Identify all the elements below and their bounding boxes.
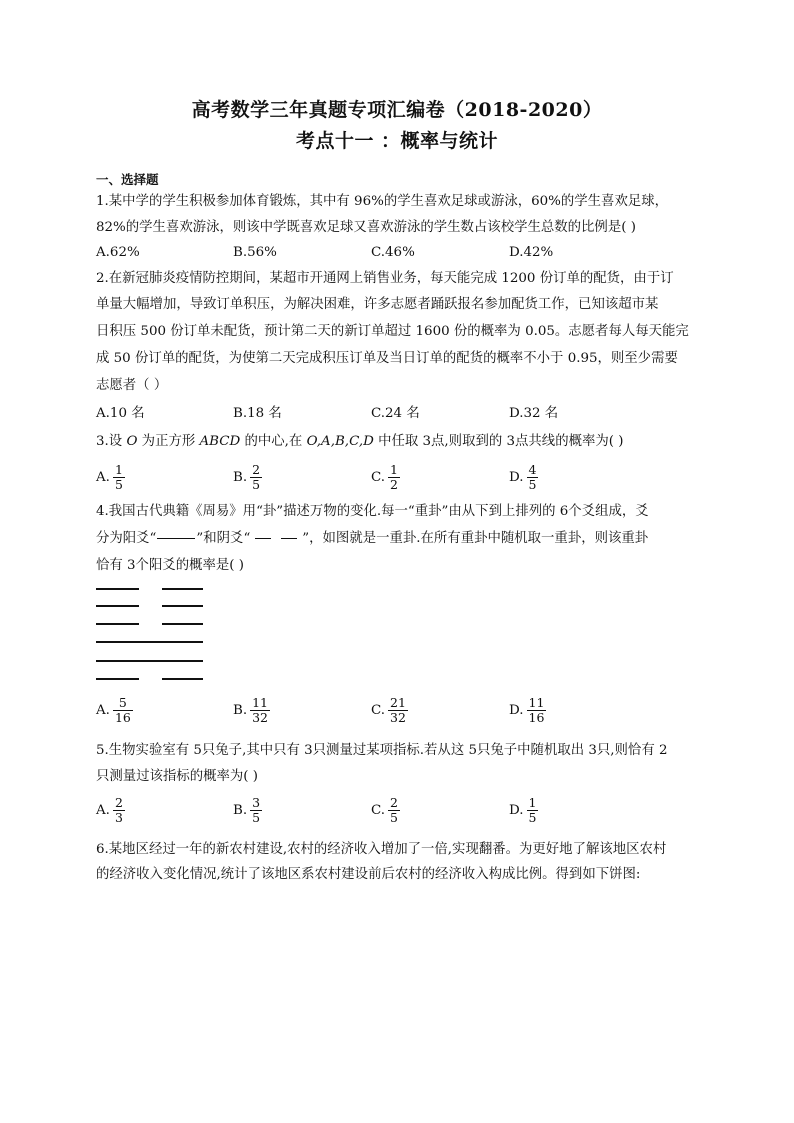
q5-option-d: D. $\frac{1}{5}$ (509, 795, 537, 825)
q4-line-2: 分为阳爻“ ”和阴爻“ ”，如图就是一重卦.在所有重卦中随机取一重卦，则该重卦 (96, 531, 649, 546)
hexagram-line-6-right (162, 678, 203, 680)
hexagram-line-2-right (162, 605, 203, 607)
q3-option-c: C. $\frac{1}{2}$ (371, 462, 398, 492)
q5-option-a: A. $\frac{2}{3}$ (96, 795, 123, 825)
q3-option-b: B. $\frac{2}{5}$ (233, 462, 261, 492)
q3-text-suffix: 中任取 3点,则取到的 3点共线的概率为( ) (373, 434, 624, 449)
q2-line-3: 日积压 500 份订单未配货，预计第二天的新订单超过 1600 份的概率为 0.05。志愿者每人每天能完 (96, 324, 689, 339)
q3-text-mid: 为正方形 (137, 434, 200, 449)
q3-option-a: A. $\frac{1}{5}$ (96, 462, 123, 492)
q6-line-2: 的经济收入变化情况,统计了该地区系农村建设前后农村的经济收入构成比例。得到如下饼图: (96, 867, 641, 882)
hexagram-line-5-solid (96, 660, 203, 662)
q2-option-d: D.32 名 (509, 406, 559, 421)
q1-line-1: 1.某中学的学生积极参加体育锻炼，其中有 96%的学生喜欢足球或游泳，60%的学生喜欢足球， (96, 194, 669, 209)
hexagram-line-2-left (96, 605, 139, 607)
q1-option-b: B.56% (233, 245, 277, 260)
q3-text-prefix: 3.设 (96, 434, 127, 449)
q3-var-abcd: ABCD (199, 434, 241, 449)
q4-option-c: C. $\frac{21}{32}$ (371, 695, 406, 725)
q1-option-d: D.42% (509, 245, 554, 260)
q3-text-mid2: 的中心,在 (240, 434, 307, 449)
q4-option-a: A. $\frac{5}{16}$ (96, 695, 131, 725)
hexagram-line-4-solid (96, 641, 203, 643)
yang-yao-symbol (157, 538, 195, 540)
q1-option-c: C.46% (371, 245, 415, 260)
q2-line-1: 2.在新冠肺炎疫情防控期间，某超市开通网上销售业务，每天能完成 1200 份订单的配货，由于订 (96, 271, 674, 286)
q2-option-a: A.10 名 (96, 406, 145, 421)
q5-line-2: 只测量过该指标的概率为( ) (96, 769, 259, 784)
yin-yao-symbol-right (281, 538, 297, 540)
q3-vars: O,A,B,C,D (306, 434, 374, 449)
q4-line-3: 恰有 3个阳爻的概率是( ) (96, 558, 244, 573)
hexagram-line-1-left (96, 588, 139, 590)
q3-option-d: D. $\frac{4}{5}$ (509, 462, 537, 492)
hexagram-line-3-left (96, 623, 139, 625)
q1-option-a: A.62% (96, 245, 140, 260)
q2-line-5: 志愿者（ ） (96, 378, 168, 393)
q5-option-b: B. $\frac{3}{5}$ (233, 795, 261, 825)
q5-option-c: C. $\frac{2}{5}$ (371, 795, 398, 825)
document-subtitle: 考点十一 ：概率与统计 (295, 130, 499, 152)
q2-line-4: 成 50 份订单的配货，为使第二天完成积压订单及当日订单的配货的概率不小于 0.95，则至少需要 (96, 351, 678, 366)
q3-line (96, 433, 701, 451)
hexagram-line-6-left (96, 678, 139, 680)
q6-line-1: 6.某地区经过一年的新农村建设,农村的经济收入增加了一倍,实现翻番。为更好地了解该地区农村 (96, 842, 667, 857)
q4-option-b: B. $\frac{11}{32}$ (233, 695, 269, 725)
q5-line-1: 5.生物实验室有 5只兔子,其中只有 3只测量过某项指标.若从这 5只兔子中随机取出 3只,则恰有 2 (96, 743, 668, 758)
q4-option-d: D. $\frac{11}{16}$ (509, 695, 545, 725)
q1-line-2: 82%的学生喜欢游泳，则该中学既喜欢足球又喜欢游泳的学生数占该校学生总数的比例是( ) (96, 220, 636, 235)
q2-line-2: 单量大幅增加，导致订单积压，为解决困难，许多志愿者踊跃报名参加配货工作，已知该超市某 (96, 297, 659, 312)
hexagram-line-3-right (162, 623, 203, 625)
q2-option-b: B.18 名 (233, 406, 282, 421)
q2-option-c: C.24 名 (371, 406, 420, 421)
q4-line-1: 4.我国古代典籍《周易》用“卦”描述万物的变化.每一“重卦”由从下到上排列的 6个爻组成，爻 (96, 504, 649, 519)
section-heading: 一、选择题 (96, 172, 159, 187)
yin-yao-symbol-left (255, 538, 271, 540)
document-title: 高考数学三年真题专项汇编卷（2018-2020） (191, 99, 603, 121)
hexagram-line-1-right (162, 588, 203, 590)
q3-var-o: O (126, 434, 138, 449)
